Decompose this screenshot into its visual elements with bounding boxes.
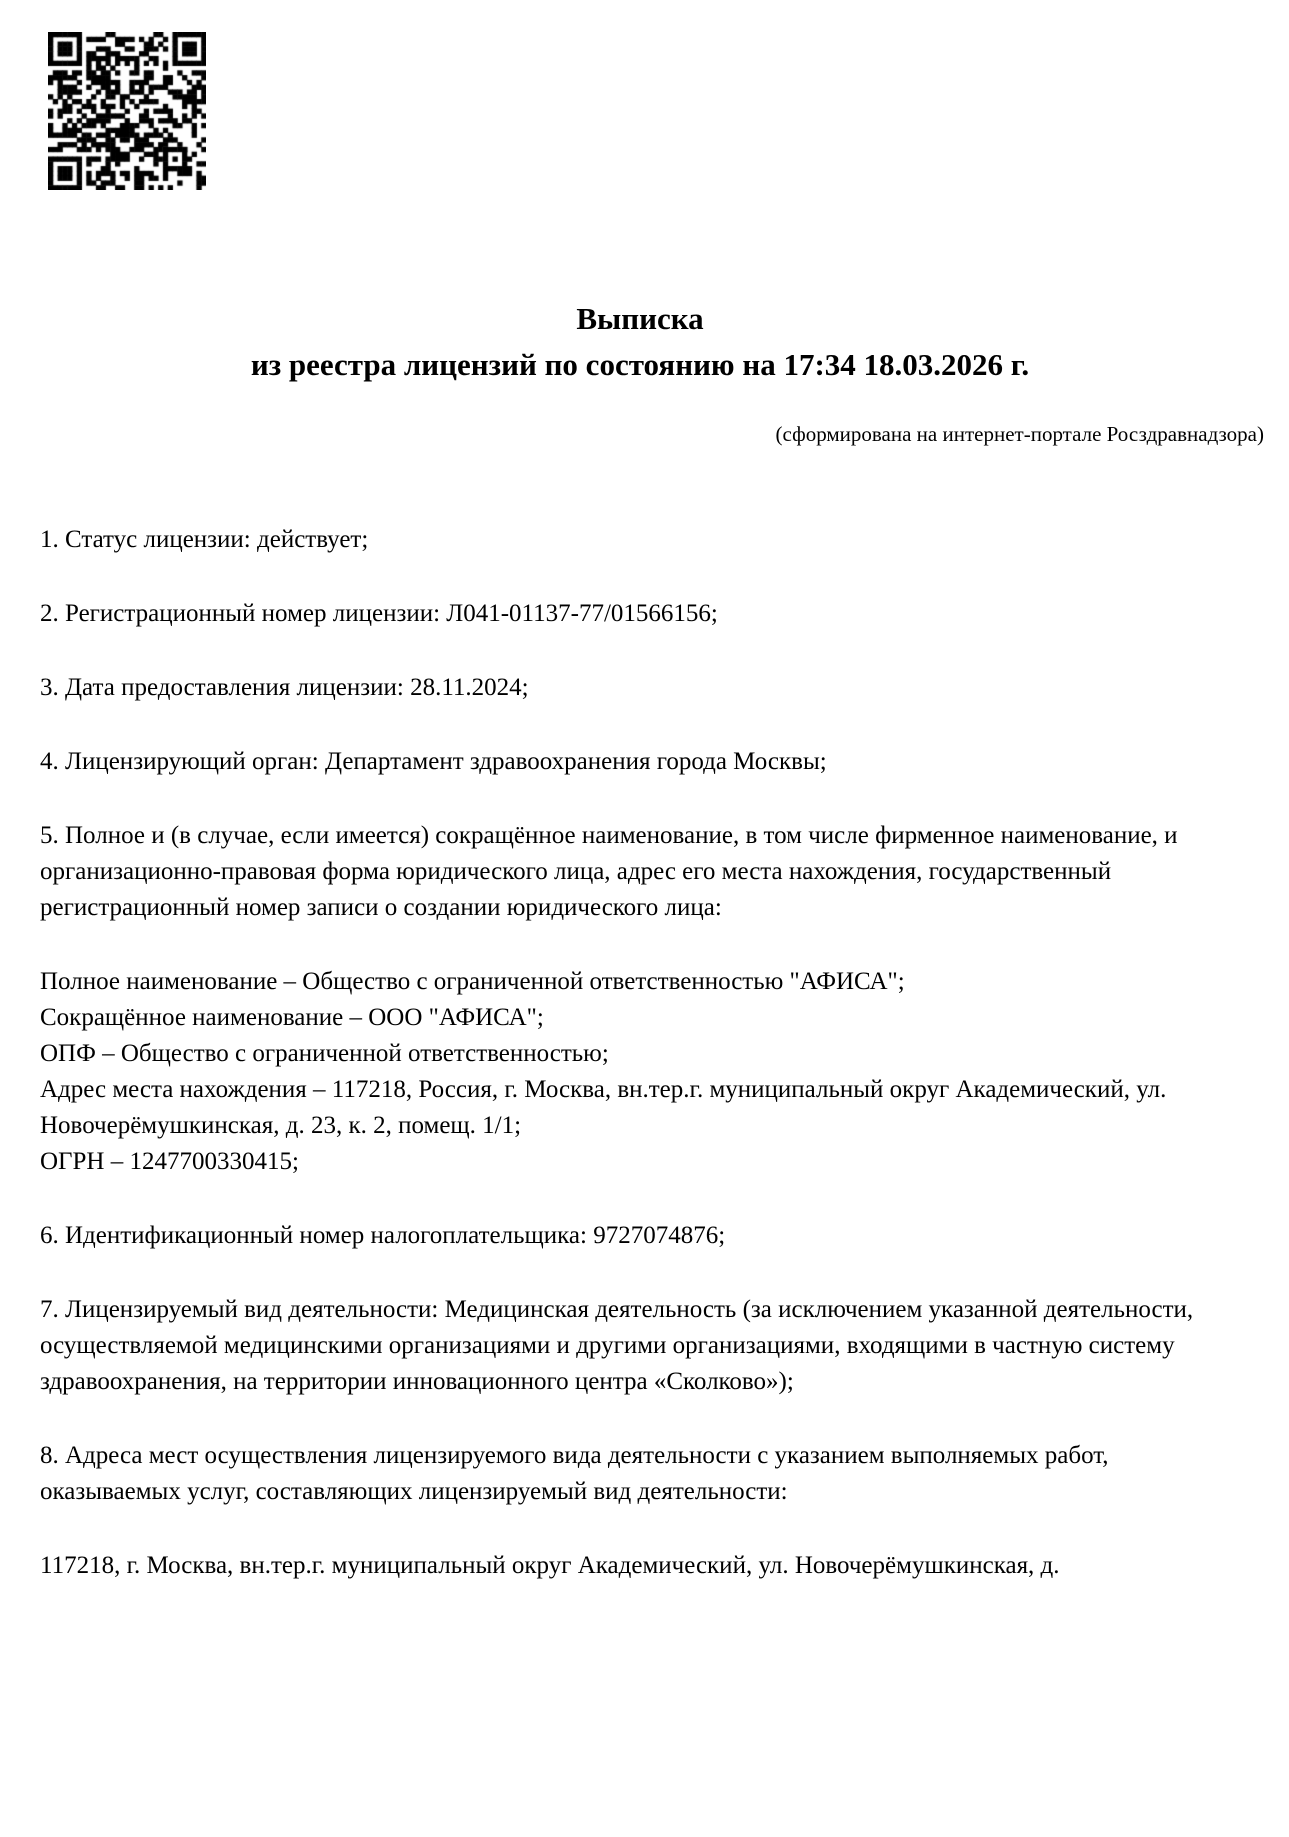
paragraph: ОГРН – 1247700330415; (40, 1148, 299, 1175)
paragraph: 1. Статус лицензии: действует; (40, 526, 369, 553)
paragraph: 6. Идентификационный номер налогоплательщика: 9727074876; (40, 1222, 726, 1249)
title-line-2: из реестра лицензий по состоянию на 17:34 18.03.2026 г. (250, 347, 1030, 382)
paragraph: 3. Дата предоставления лицензии: 28.11.2024; (40, 674, 529, 701)
paragraph: ОПФ – Общество с ограниченной ответственностью; (40, 1040, 609, 1067)
paragraph: 8. Адреса мест осуществления лицензируемого вида деятельности с указанием выполняемых работ, оказываемых услуг, составляющих лицензируемый вид деятельности: (40, 1442, 1109, 1505)
paragraph: Сокращённое наименование – ООО "АФИСА"; (40, 1004, 544, 1031)
paragraph: 5. Полное и (в случае, если имеется) сокращённое наименование, в том числе фирменное наименование, и организационно-правовая форма юридического лица, адрес его места нахождения, государственный регистрационный номер записи о создании юридического лица: (40, 822, 1178, 921)
document-content (0, 296, 1289, 1584)
paragraph: 7. Лицензируемый вид деятельности: Медицинская деятельность (за исключением указанной деятельности, осуществляемой медицинскими организациями и другими организациями, входящими в частную систему здравоохранения, на территории инновационного центра «Сколково»); (40, 1296, 1194, 1395)
document-subtitle: (сформирована на интернет-портале Росздравнадзора) (775, 422, 1264, 446)
qr-code-icon (48, 32, 206, 190)
paragraph: 2. Регистрационный номер лицензии: Л041-01137-77/01566156; (40, 600, 718, 627)
paragraph: Полное наименование – Общество с ограниченной ответственностью "АФИСА"; (40, 968, 905, 995)
document-body (40, 522, 1240, 1584)
document-title (40, 296, 1240, 388)
paragraph: 117218, г. Москва, вн.тер.г. муниципальный округ Академический, ул. Новочерёмушкинская, д. (40, 1552, 1060, 1579)
paragraph: Адрес места нахождения – 117218, Россия, г. Москва, вн.тер.г. муниципальный округ Академический, ул. Новочерёмушкинская, д. 23, к. 2, помещ. 1/1; (40, 1076, 1167, 1139)
title-line-1: Выписка (576, 301, 704, 336)
paragraph: 4. Лицензирующий орган: Департамент здравоохранения города Москвы; (40, 748, 827, 775)
